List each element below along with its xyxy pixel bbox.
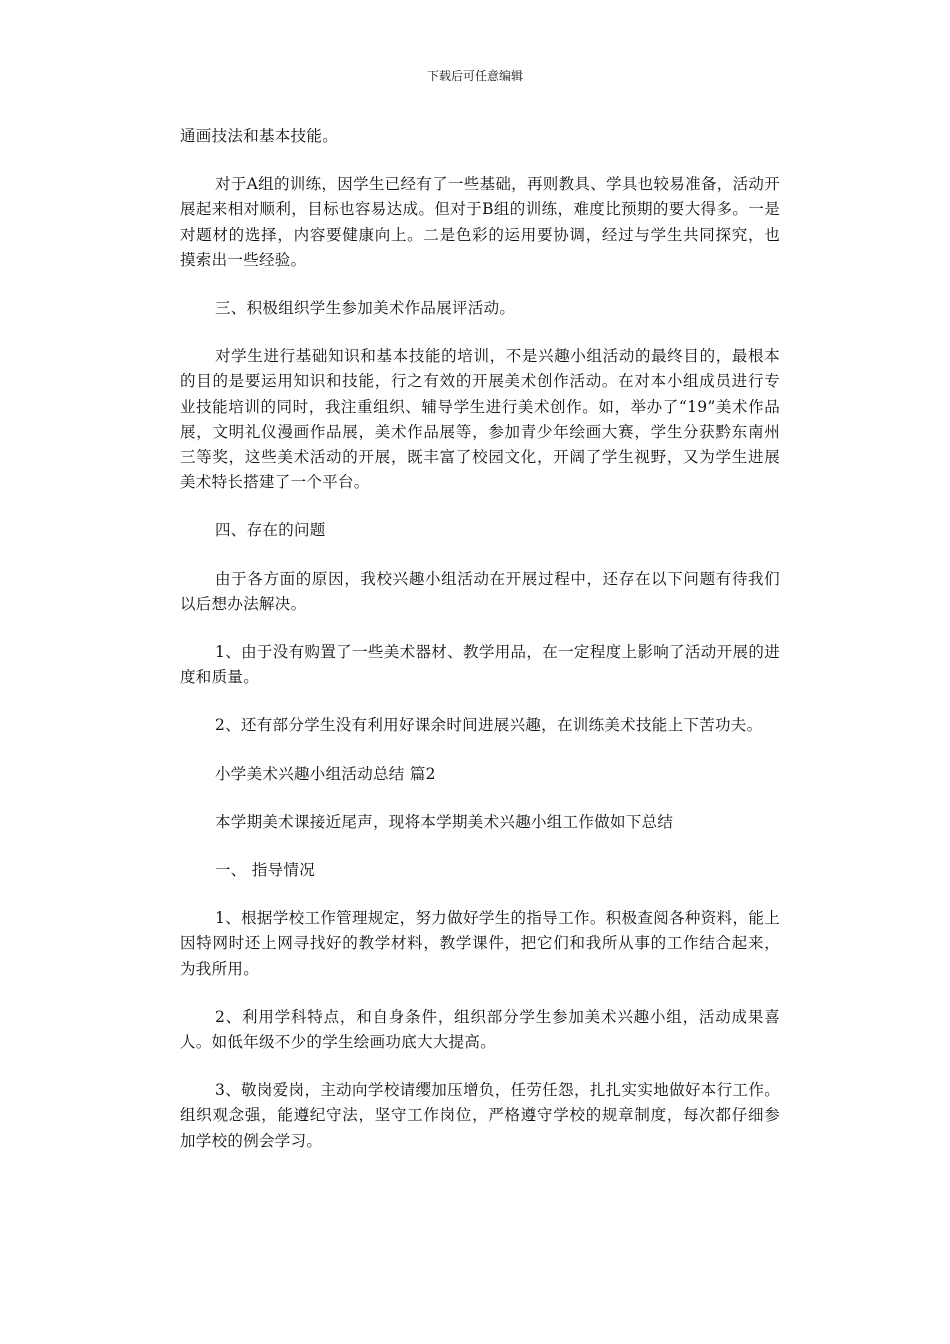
document-body bbox=[180, 124, 780, 1177]
list-item: 2、利用学科特点，和自身条件，组织部分学生参加美术兴趣小组，活动成果喜人。如低年级不少的学生绘画功底大大提高。 bbox=[180, 1007, 780, 1052]
list-item: 2、还有部分学生没有利用好课余时间进展兴趣，在训练美术技能上下苦功夫。 bbox=[215, 716, 763, 735]
paragraph: 通画技法和基本技能。 bbox=[180, 127, 339, 145]
paragraph: 由于各方面的原因，我校兴趣小组活动在开展过程中，还存在以下问题有待我们以后想办法解决。 bbox=[180, 569, 780, 613]
section-heading: 四、存在的问题 bbox=[215, 521, 326, 540]
page-header: 下载后可任意编辑 bbox=[426, 69, 523, 83]
section-heading: 三、积极组织学生参加美术作品展评活动。 bbox=[215, 299, 516, 318]
list-item: 1、根据学校工作管理规定，努力做好学生的指导工作。积极查阅各种资料，能上因特网时还上网寻找好的教学材料，教学课件，把它们和我所从事的工作结合起来，为我所用。 bbox=[180, 909, 780, 978]
paragraph: 对于A组的训练，因学生已经有了一些基础，再则教具、学具也较易准备，活动开展起来相对顺利，目标也容易达成。但对于B组的训练，难度比预期的要大得多。一是对题材的选择，内容要健康向上。二是色彩的运用要协调，经过与学生共同探究，也摸索出一些经验。 bbox=[180, 175, 780, 269]
list-item: 1、由于没有购置了一些美术器材、教学用品，在一定程度上影响了活动开展的进度和质量。 bbox=[180, 643, 780, 687]
paragraph: 本学期美术课接近尾声，现将本学期美术兴趣小组工作做如下总结 bbox=[215, 812, 674, 831]
list-item: 3、敬岗爱岗，主动向学校请缨加压增负，任劳任怨，扎扎实实地做好本行工作。组织观念强，能遵纪守法，坚守工作岗位，严格遵守学校的规章制度，每次都仔细参加学校的例会学习。 bbox=[180, 1081, 780, 1150]
section-heading: 一、 指导情况 bbox=[215, 861, 316, 880]
paragraph: 对学生进行基础知识和基本技能的培训，不是兴趣小组活动的最终目的，最根本的目的是要运用知识和技能，行之有效的开展美术创作活动。在对本小组成员进行专业技能培训的同时，我注重组织、辅导学生进行美术创作。如，举办了“19”美术作品展，文明礼仪漫画作品展，美术作品展等，参加青少年绘画大赛，学生分获黔东南州三等奖，这些美术活动的开展，既丰富了校园文化，开阔了学生视野，又为学生进展美术特长搭建了一个平台。 bbox=[180, 347, 780, 492]
article-title: 小学美术兴趣小组活动总结 篇2 bbox=[215, 764, 436, 783]
